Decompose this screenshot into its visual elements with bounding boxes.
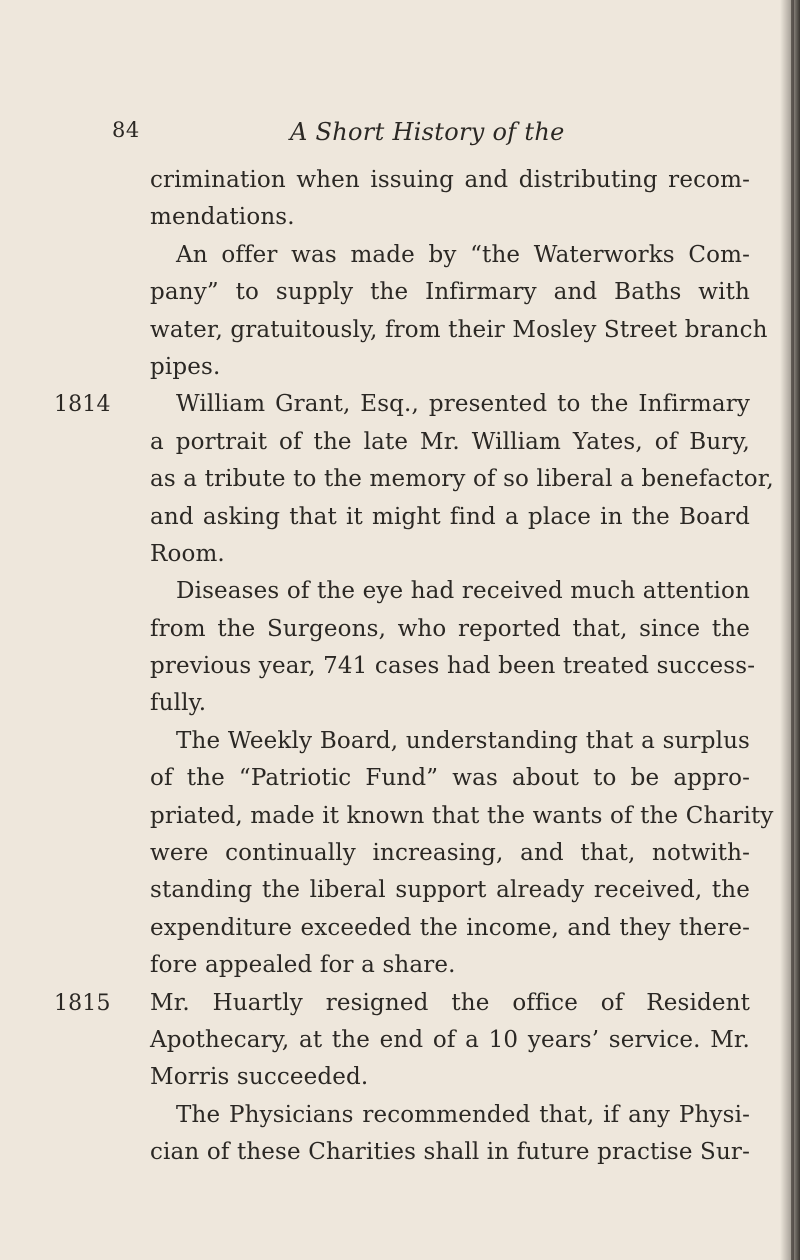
text-line: were continually increasing, and that, notwith-	[150, 840, 750, 867]
text-line: from the Surgeons, who reported that, since the	[150, 615, 750, 642]
text-line: previous year, 741 cases had been treated success-	[150, 653, 756, 680]
page-header	[112, 118, 712, 158]
text-line: fully.	[150, 690, 207, 717]
text-line: standing the liberal support already received, the	[150, 877, 750, 904]
text-line: The Physicians recommended that, if any Physi-	[176, 1101, 750, 1128]
margin-year-1814: 1814	[54, 392, 111, 418]
text-line: a portrait of the late Mr. William Yates, of Bury,	[150, 428, 750, 455]
page-number: 84	[112, 118, 140, 142]
text-line-with-year	[54, 985, 750, 1022]
text-line-content: William Grant, Esq., presented to the Infirmary	[176, 391, 750, 418]
margin-year-1815: 1815	[54, 990, 111, 1016]
text-line: Room.	[150, 540, 225, 567]
text-line: priated, made it known that the wants of the Charity	[150, 802, 774, 829]
text-line: pipes.	[150, 353, 221, 380]
text-line: and asking that it might find a place in the Board	[150, 503, 750, 530]
text-line: fore appealed for a share.	[150, 952, 456, 979]
page-edge-line	[791, 0, 794, 1260]
text-line-content: Mr. Huartly resigned the office of Resident	[150, 989, 750, 1016]
text-line: mendations.	[150, 204, 295, 231]
text-line: pany” to supply the Infirmary and Baths with	[150, 279, 750, 306]
text-line: expenditure exceeded the income, and they there-	[150, 914, 750, 941]
text-line: as a tribute to the memory of so liberal a benefactor,	[150, 466, 774, 493]
text-line: of the “Patriotic Fund” was about to be appro-	[150, 765, 750, 792]
text-line: An offer was made by “the Waterworks Com-	[176, 241, 750, 268]
running-title: A Short History of the	[290, 118, 565, 146]
text-line: Morris succeeded.	[150, 1064, 369, 1091]
page-edge-shadow	[780, 0, 800, 1260]
text-line: Diseases of the eye had received much attention	[176, 578, 750, 605]
body-text	[54, 162, 774, 1172]
text-line: crimination when issuing and distributing recom-	[150, 167, 750, 193]
text-line: cian of these Charities shall in future practise Sur-	[150, 1139, 750, 1166]
text-line-with-year	[54, 386, 750, 423]
text-line: The Weekly Board, understanding that a surplus	[176, 727, 750, 754]
text-line: Apothecary, at the end of a 10 years’ service. Mr.	[150, 1026, 750, 1053]
text-line: water, gratuitously, from their Mosley Street branch	[150, 316, 768, 343]
